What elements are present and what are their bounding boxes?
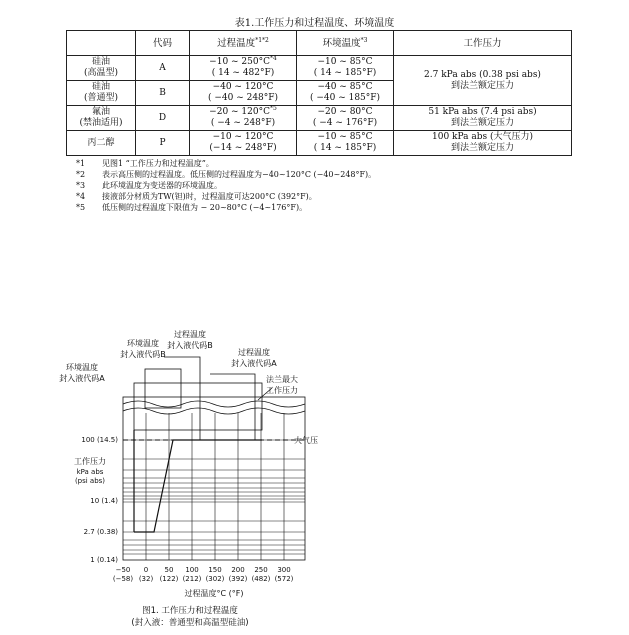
cell-env-temp: −10 ~ 85°C ( 14 ~ 185°F) bbox=[297, 131, 394, 156]
x-tick-f: (212) bbox=[182, 575, 202, 583]
cell-fluid: 硅油 (普通型) bbox=[67, 81, 136, 106]
cell-fluid: 硅油 (高温型) bbox=[67, 56, 136, 81]
x-tick-c: 200 bbox=[231, 566, 245, 574]
cell-pressure: 100 kPa abs (大气压力) 到法兰额定压力 bbox=[394, 131, 572, 156]
y-tick-2-7: 2.7 (0.38) bbox=[83, 528, 118, 536]
header-fluid bbox=[67, 31, 136, 56]
cell-process-temp: −10 ~ 120°C (−14 ~ 248°F) bbox=[190, 131, 297, 156]
operating-envelope-line bbox=[134, 440, 262, 532]
spec-table bbox=[66, 30, 572, 156]
proc-b-envelope bbox=[164, 357, 200, 440]
cell-process-temp: −40 ~ 120°C ( −40 ~ 248°F) bbox=[190, 81, 297, 106]
label-env-a-code: 封入液代码A bbox=[59, 374, 105, 383]
x-tick-f: (392) bbox=[228, 575, 248, 583]
footnote: *1 见图1 “工作压力和过程温度”。 bbox=[76, 159, 214, 168]
label-flange-pressure: 工作压力 bbox=[266, 386, 298, 395]
footnote: *5 低压侧的过程温度下限值为 − 20~80°C (−4~176°F)。 bbox=[76, 203, 308, 212]
label-flange-max: 法兰最大 bbox=[266, 375, 298, 384]
y-axis-unit-psi: (psi abs) bbox=[74, 477, 106, 485]
label-atmospheric: 大气压 bbox=[294, 436, 318, 445]
header-process-temp: 过程温度$^{*1*2}$ bbox=[190, 31, 297, 56]
footnote: *2 表示高压侧的过程温度。低压侧的过程温度为−40~120°C (−40~248°F)。 bbox=[76, 170, 377, 179]
cell-process-temp: −10 ~ $250^\circ C^{*4}$ ( 14 ~ 482°F) bbox=[190, 56, 297, 81]
table-header-row bbox=[67, 31, 572, 56]
cell-code: D bbox=[136, 106, 190, 131]
env-b-envelope bbox=[145, 369, 181, 408]
y-tick-1: 1 (0.14) bbox=[90, 556, 118, 564]
cell-fluid: 丙二醇 bbox=[67, 131, 136, 156]
table-title: 表1.工作压力和过程温度、环境温度 bbox=[234, 18, 395, 29]
x-tick-f: (−58) bbox=[112, 575, 134, 583]
x-tick-f: (32) bbox=[138, 575, 154, 583]
footnote: *4 接液部分材质为TW(钽)时，过程温度可达200°C (392°F)。 bbox=[76, 192, 317, 201]
label-env-a: 环境温度 bbox=[66, 363, 98, 372]
y-tick-100: 100 (14.5) bbox=[81, 436, 118, 444]
label-env-b: 环境温度 bbox=[127, 339, 159, 348]
figure-caption: 图1. 工作压力和过程温度 bbox=[142, 606, 238, 616]
cell-pressure: 51 kPa abs (7.4 psi abs) 到法兰额定压力 bbox=[394, 106, 572, 131]
x-tick-f: (482) bbox=[251, 575, 271, 583]
cell-env-temp: −10 ~ 85°C ( 14 ~ 185°F) bbox=[297, 56, 394, 81]
x-axis-label: 过程温度°C (°F) bbox=[184, 589, 244, 598]
x-tick-f: (302) bbox=[205, 575, 225, 583]
header-pressure: 工作压力 bbox=[394, 31, 572, 56]
x-tick-c: 100 bbox=[185, 566, 199, 574]
table-row bbox=[67, 106, 572, 131]
table-row bbox=[67, 131, 572, 156]
y-tick-10: 10 (1.4) bbox=[90, 497, 118, 505]
x-tick-c: 50 bbox=[164, 566, 174, 574]
header-env-temp: 环境温度$^{*3}$ bbox=[297, 31, 394, 56]
cell-code: P bbox=[136, 131, 190, 156]
footnotes bbox=[76, 158, 376, 213]
footnote: *3 此环境温度为变送器的环境温度。 bbox=[76, 181, 222, 190]
figure-pressure-temperature bbox=[50, 320, 320, 630]
label-proc-b-code: 封入液代码B bbox=[167, 341, 213, 350]
label-proc-a-code: 封入液代码A bbox=[231, 359, 277, 368]
x-tick-c: −50 bbox=[115, 566, 131, 574]
cell-env-temp: −20 ~ 80°C ( −4 ~ 176°F) bbox=[297, 106, 394, 131]
label-proc-a: 过程温度 bbox=[238, 348, 270, 357]
grid-horizontal bbox=[123, 440, 305, 554]
header-code: 代码 bbox=[136, 31, 190, 56]
figure-caption-sub: (封入液：普通型和高温型硅油) bbox=[131, 618, 249, 628]
x-tick-c: 150 bbox=[208, 566, 222, 574]
break-line-lower bbox=[123, 408, 305, 414]
cell-env-temp: −40 ~ 85°C ( −40 ~ 185°F) bbox=[297, 81, 394, 106]
label-env-b-code: 封入液代码B bbox=[120, 350, 166, 359]
y-axis-unit: kPa abs bbox=[76, 468, 104, 476]
label-proc-b: 过程温度 bbox=[174, 330, 206, 339]
cell-process-temp: −20 ~ $120^\circ C^{*5}$ ( −4 ~ 248°F) bbox=[190, 106, 297, 131]
x-tick-f: (572) bbox=[274, 575, 294, 583]
x-tick-c: 0 bbox=[143, 566, 149, 574]
grid-vertical bbox=[146, 413, 284, 560]
y-axis-label: 工作压力 bbox=[74, 457, 106, 466]
x-tick-c: 300 bbox=[277, 566, 291, 574]
env-a-envelope bbox=[134, 383, 262, 430]
x-tick-f: (122) bbox=[159, 575, 179, 583]
plot-frame bbox=[123, 397, 305, 560]
cell-code: A bbox=[136, 56, 190, 81]
x-tick-c: 250 bbox=[254, 566, 268, 574]
cell-code: B bbox=[136, 81, 190, 106]
cell-pressure: 2.7 kPa abs (0.38 psi abs) 到法兰额定压力 bbox=[394, 56, 572, 106]
table-row bbox=[67, 56, 572, 81]
cell-fluid: 氟油 (禁油适用) bbox=[67, 106, 136, 131]
break-line-upper bbox=[123, 401, 305, 407]
